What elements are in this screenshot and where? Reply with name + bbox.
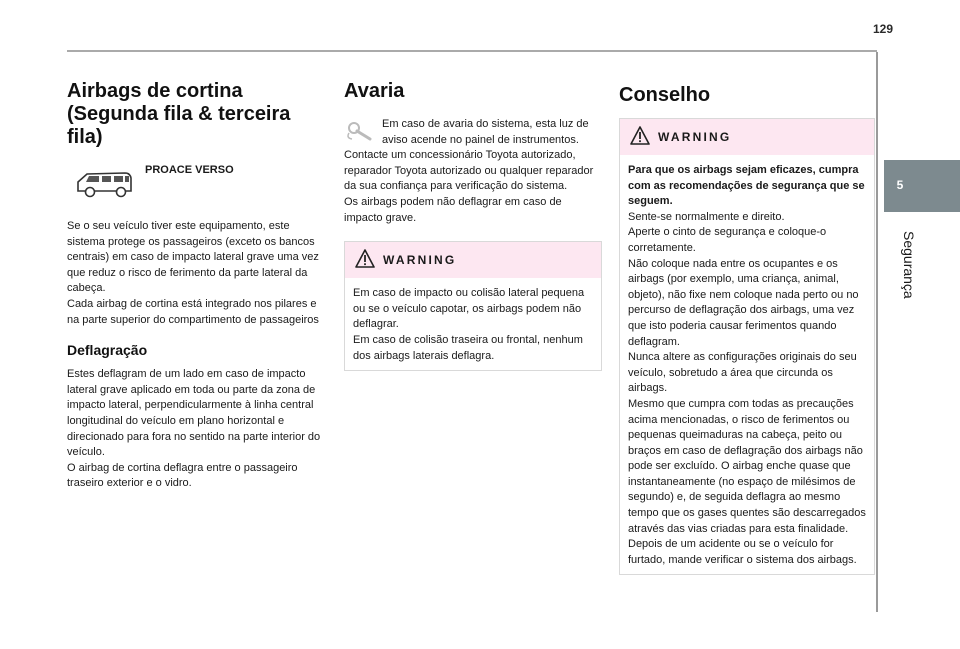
- warning-lead-text: Para que os airbags sejam eficazes, cumpra com as recomendações de segurança que se seguem.: [628, 164, 865, 208]
- section-title-curtain-airbags: Airbags de cortina (Segunda fila & terceira fila): [67, 80, 291, 148]
- warning-box-fault: [344, 241, 602, 371]
- section-title-fault: Avaria: [344, 80, 405, 102]
- page-number: 129: [872, 22, 893, 36]
- warning-text: Em caso de impacto ou colisão lateral pequena ou se o veículo capotar, os airbags podem não deflagrar. Em caso de colisão traseira ou frontal, nenhum dos airbags laterais deflagra.: [353, 287, 585, 362]
- wrench-icon: [344, 119, 374, 141]
- van-icon: [75, 169, 133, 199]
- warning-triangle-icon: [355, 249, 375, 268]
- header-divider: [67, 50, 877, 52]
- vehicle-applicability: [67, 163, 329, 209]
- warning-body: [620, 155, 874, 574]
- warning-title: WARNING: [383, 253, 457, 268]
- warning-header: [345, 242, 601, 278]
- warning-title: WARNING: [658, 130, 732, 144]
- chapter-tab-label: Segurança: [901, 231, 917, 299]
- warning-header: [620, 119, 874, 155]
- section-title-advice: Conselho: [619, 84, 711, 106]
- column-fault: [344, 80, 602, 371]
- subheading-deflagration: Deflagração: [67, 342, 148, 359]
- column-advice: [619, 80, 875, 575]
- side-divider: [876, 52, 878, 612]
- deflagration-body: Estes deflagram de um lado em caso de impacto lateral grave aplicado em toda ou parte da zona de impacto lateral, perpendicularmente à linha central longitudinal do veículo em plano horizontal e direcionado para fora no sentido na parte interior do veículo. O airbag de cortina deflagra entre o passageiro traseiro exterior e o vidro.: [67, 368, 321, 490]
- fault-intro: [344, 117, 602, 226]
- warning-box-advice: [619, 118, 875, 575]
- curtain-airbags-body: Se o seu veículo tiver este equipamento, este sistema protege os passageiros (exceto os bancos centrais) em caso de impacto lateral grave uma vez que reduz o risco de ferimento da parte lateral da cabeça. Cada airbag de cortina está integrado nos pilares e na parte superior do compartimento de passageiros: [67, 220, 319, 326]
- chapter-tab-number: 5: [896, 178, 904, 192]
- warning-triangle-icon: [630, 126, 650, 145]
- warning-text: Sente-se normalmente e direito. Aperte o cinto de segurança e coloque-o corretamente. Não coloque nada entre os ocupantes e os airbags (por exemplo, uma criança, animal, objeto), não fixe nem coloque nada perto ou no percurso de deflagração dos airbags, uma vez que isto poderia causar ferimentos quando deflagram. Nunca altere as configurações originais do seu veículo, sobretudo a área que circunda os airbags. Mesmo que cumpra com todas as precauções acima mencionadas, o risco de ferimentos ou pequenas queimaduras na cabeça, peito ou braços em caso de deflagração dos airbags não pode ser excluído. O airbag enche quase que instantaneamente (no espaço de milésimos de segundo) e, de seguida deflagra ao mesmo tempo que os gases quentes são descarregados através das vias criadas para esta finalidade. Depois de um acidente ou se o veículo for furtado, mande verificar o sistema dos airbags.: [628, 210, 866, 566]
- vehicle-label: PROACE VERSO: [145, 164, 234, 176]
- fault-body: Em caso de avaria do sistema, esta luz de aviso acende no painel de instrumentos. Contacte um concessionário Toyota autorizado, reparador Toyota autorizado ou qualquer reparador da sua confiança para verificação do sistema. Os airbags podem não deflagrar em caso de impacto grave.: [344, 118, 594, 224]
- column-curtain-airbags: [67, 80, 329, 492]
- warning-body: [345, 278, 601, 370]
